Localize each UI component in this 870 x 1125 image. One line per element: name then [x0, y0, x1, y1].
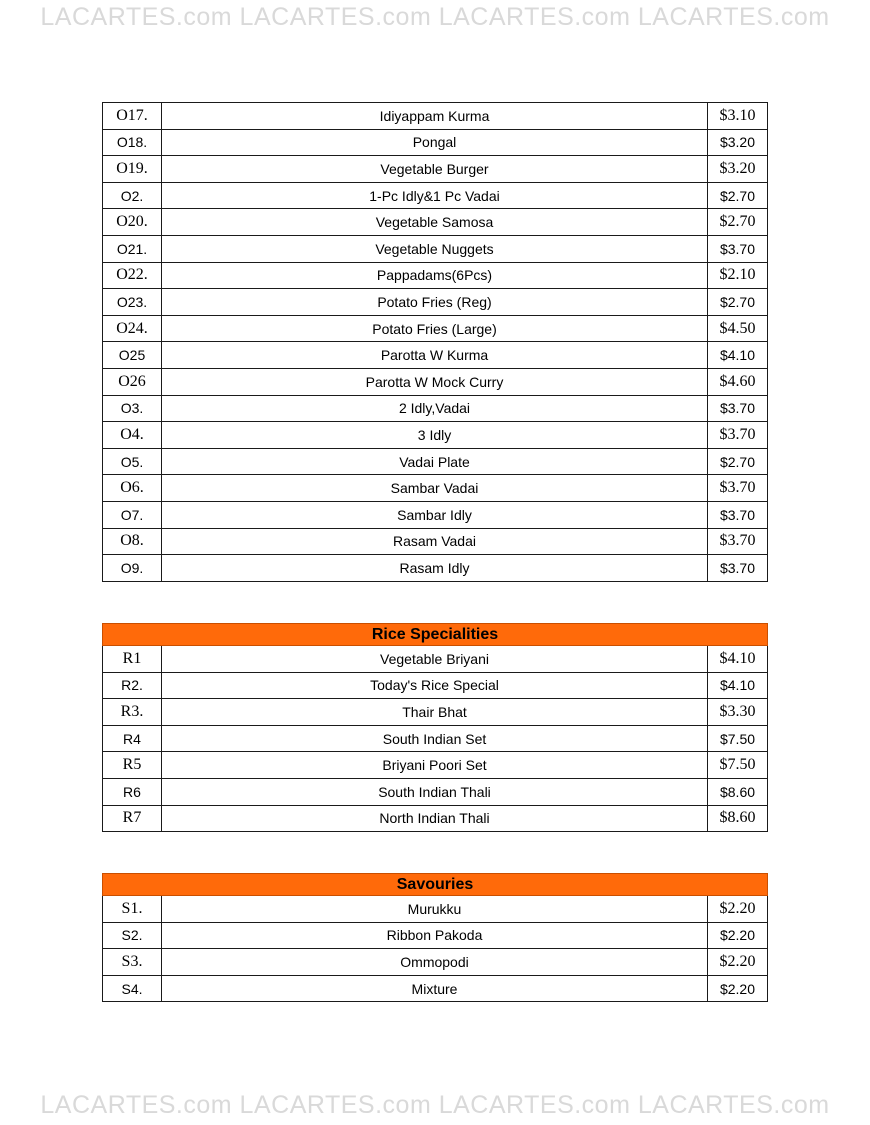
item-price: $2.10	[708, 262, 768, 289]
item-code: R1	[103, 646, 162, 673]
item-price: $8.60	[708, 805, 768, 832]
item-price: $2.20	[708, 975, 768, 1002]
item-name: Sambar Vadai	[162, 475, 708, 502]
item-code: R7	[103, 805, 162, 832]
menu-row	[103, 156, 768, 183]
menu-row	[103, 949, 768, 976]
item-price: $2.70	[708, 209, 768, 236]
item-name: Parotta W Kurma	[162, 342, 708, 369]
item-code: O18.	[103, 129, 162, 156]
item-name: South Indian Set	[162, 725, 708, 752]
menu-row	[103, 805, 768, 832]
item-name: Murukku	[162, 896, 708, 923]
item-name: Vegetable Samosa	[162, 209, 708, 236]
menu-row	[103, 368, 768, 395]
item-name: 2 Idly,Vadai	[162, 395, 708, 422]
item-price: $2.20	[708, 949, 768, 976]
item-price: $3.70	[708, 475, 768, 502]
menu-row	[103, 448, 768, 475]
item-code: O3.	[103, 395, 162, 422]
item-code: S4.	[103, 975, 162, 1002]
item-name: Vegetable Nuggets	[162, 235, 708, 262]
item-name: 3 Idly	[162, 422, 708, 449]
item-name: Idiyappam Kurma	[162, 103, 708, 130]
menu-row	[103, 699, 768, 726]
menu-table-savouries	[102, 873, 768, 1002]
item-price: $2.70	[708, 448, 768, 475]
item-code: R2.	[103, 672, 162, 699]
item-name: Pongal	[162, 129, 708, 156]
menu-row	[103, 501, 768, 528]
item-code: O7.	[103, 501, 162, 528]
menu-table-rice-specialities	[102, 623, 768, 832]
menu-row	[103, 262, 768, 289]
item-name: Potato Fries (Large)	[162, 315, 708, 342]
item-price: $3.30	[708, 699, 768, 726]
menu-table-others	[102, 102, 768, 582]
item-price: $3.20	[708, 129, 768, 156]
item-name: North Indian Thali	[162, 805, 708, 832]
watermark-top: LACARTES.com LACARTES.com LACARTES.com LACARTES.com	[40, 3, 830, 31]
item-code: O4.	[103, 422, 162, 449]
item-name: Ommopodi	[162, 949, 708, 976]
item-code: O24.	[103, 315, 162, 342]
menu-row	[103, 975, 768, 1002]
item-price: $8.60	[708, 778, 768, 805]
item-price: $3.70	[708, 395, 768, 422]
menu-row	[103, 752, 768, 779]
menu-row	[103, 555, 768, 582]
menu-row	[103, 475, 768, 502]
item-price: $4.50	[708, 315, 768, 342]
item-code: R6	[103, 778, 162, 805]
item-name: South Indian Thali	[162, 778, 708, 805]
section-header	[103, 624, 768, 646]
item-price: $4.10	[708, 342, 768, 369]
item-price: $4.60	[708, 368, 768, 395]
item-code: R5	[103, 752, 162, 779]
menu-row	[103, 896, 768, 923]
item-price: $2.20	[708, 922, 768, 949]
menu-row	[103, 182, 768, 209]
menu-row	[103, 528, 768, 555]
item-code: O23.	[103, 289, 162, 316]
item-name: Rasam Vadai	[162, 528, 708, 555]
item-code: O21.	[103, 235, 162, 262]
menu-row	[103, 129, 768, 156]
menu-row	[103, 103, 768, 130]
menu-row	[103, 289, 768, 316]
item-name: 1-Pc Idly&1 Pc Vadai	[162, 182, 708, 209]
item-code: O22.	[103, 262, 162, 289]
item-code: S1.	[103, 896, 162, 923]
item-code: R4	[103, 725, 162, 752]
item-price: $7.50	[708, 725, 768, 752]
item-name: Sambar Idly	[162, 501, 708, 528]
section-header	[103, 874, 768, 896]
item-code: O19.	[103, 156, 162, 183]
item-price: $3.70	[708, 555, 768, 582]
item-price: $3.70	[708, 501, 768, 528]
menu-row	[103, 235, 768, 262]
item-price: $2.20	[708, 896, 768, 923]
menu-row	[103, 395, 768, 422]
item-price: $3.70	[708, 422, 768, 449]
item-code: R3.	[103, 699, 162, 726]
item-name: Ribbon Pakoda	[162, 922, 708, 949]
item-name: Vadai Plate	[162, 448, 708, 475]
item-code: O2.	[103, 182, 162, 209]
menu-row	[103, 672, 768, 699]
item-name: Briyani Poori Set	[162, 752, 708, 779]
item-name: Today's Rice Special	[162, 672, 708, 699]
item-code: O5.	[103, 448, 162, 475]
item-name: Pappadams(6Pcs)	[162, 262, 708, 289]
item-price: $3.70	[708, 528, 768, 555]
menu-row	[103, 342, 768, 369]
item-name: Vegetable Burger	[162, 156, 708, 183]
section-title: Savouries	[103, 874, 768, 896]
item-code: S3.	[103, 949, 162, 976]
menu-row	[103, 922, 768, 949]
item-code: O25	[103, 342, 162, 369]
item-code: O9.	[103, 555, 162, 582]
menu-row	[103, 209, 768, 236]
item-name: Parotta W Mock Curry	[162, 368, 708, 395]
item-price: $4.10	[708, 672, 768, 699]
item-price: $7.50	[708, 752, 768, 779]
menu-row	[103, 315, 768, 342]
item-price: $3.70	[708, 235, 768, 262]
item-code: O8.	[103, 528, 162, 555]
section-title: Rice Specialities	[103, 624, 768, 646]
item-code: O17.	[103, 103, 162, 130]
menu-row	[103, 725, 768, 752]
item-name: Mixture	[162, 975, 708, 1002]
item-price: $4.10	[708, 646, 768, 673]
item-code: O6.	[103, 475, 162, 502]
menu-row	[103, 778, 768, 805]
item-code: O20.	[103, 209, 162, 236]
item-price: $3.20	[708, 156, 768, 183]
item-price: $2.70	[708, 182, 768, 209]
item-code: O26	[103, 368, 162, 395]
item-price: $2.70	[708, 289, 768, 316]
menu-row	[103, 422, 768, 449]
item-name: Potato Fries (Reg)	[162, 289, 708, 316]
item-name: Vegetable Briyani	[162, 646, 708, 673]
watermark-bottom: LACARTES.com LACARTES.com LACARTES.com LACARTES.com	[40, 1091, 830, 1119]
item-name: Rasam Idly	[162, 555, 708, 582]
item-code: S2.	[103, 922, 162, 949]
menu-row	[103, 646, 768, 673]
item-price: $3.10	[708, 103, 768, 130]
item-name: Thair Bhat	[162, 699, 708, 726]
